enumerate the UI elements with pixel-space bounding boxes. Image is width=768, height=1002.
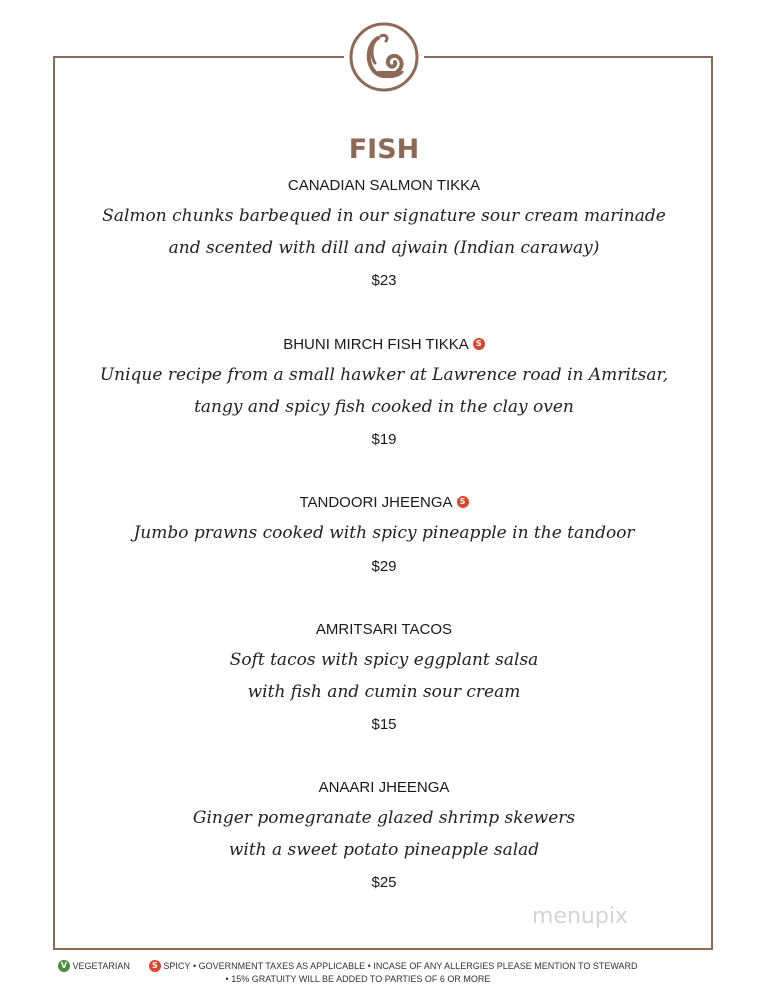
item-description: Ginger pomegranate glazed shrimp skewers with a sweet potato pineapple salad: [192, 808, 576, 860]
menu-item: [0, 492, 768, 578]
spicy-icon: S: [473, 338, 485, 350]
item-description: Jumbo prawns cooked with spicy pineapple in the tandoor: [133, 523, 635, 543]
item-price: $25: [371, 874, 397, 891]
menu-item: [0, 777, 768, 894]
watermark: menupix: [532, 904, 628, 929]
menu-item: [0, 619, 768, 736]
menu-item: [0, 334, 768, 451]
item-price: $19: [371, 431, 397, 448]
item-price: $15: [371, 716, 397, 733]
item-name: AMRITSARI TACOS: [315, 621, 453, 638]
menu-item: [0, 175, 768, 292]
spicy-label: SPICY: [163, 961, 191, 971]
item-description: Salmon chunks barbequed in our signature sour cream marinade and scented with dill and ajwain (Indian caraway): [102, 206, 666, 258]
item-name: ANAARI JHEENGA: [318, 779, 450, 796]
item-description: Unique recipe from a small hawker at Lawrence road in Amritsar, tangy and spicy fish cooked in the clay oven: [99, 365, 669, 417]
vegetarian-label: VEGETARIAN: [72, 961, 130, 971]
logo-icon: [348, 21, 420, 93]
vegetarian-icon: V: [58, 960, 70, 972]
item-name: TANDOORI JHEENGA S: [0, 492, 768, 514]
legend-notes: • GOVERNMENT TAXES AS APPLICABLE • INCASE OF ANY ALLERGIES PLEASE MENTION TO STEWARD: [192, 961, 638, 971]
legend-footer: [58, 960, 718, 984]
item-price: $23: [371, 272, 397, 289]
restaurant-logo: [344, 17, 424, 97]
item-name: CANADIAN SALMON TIKKA: [287, 177, 481, 194]
spicy-icon: S: [457, 496, 469, 508]
spicy-icon: S: [149, 960, 161, 972]
item-name: BHUNI MIRCH FISH TIKKA S: [0, 334, 768, 356]
item-description: Soft tacos with spicy eggplant salsa with fish and cumin sour cream: [229, 650, 539, 702]
section-title: FISH: [348, 134, 420, 165]
item-price: $29: [371, 557, 397, 575]
gratuity-note: • 15% GRATUITY WILL BE ADDED TO PARTIES OF 6 OR MORE: [225, 974, 491, 984]
